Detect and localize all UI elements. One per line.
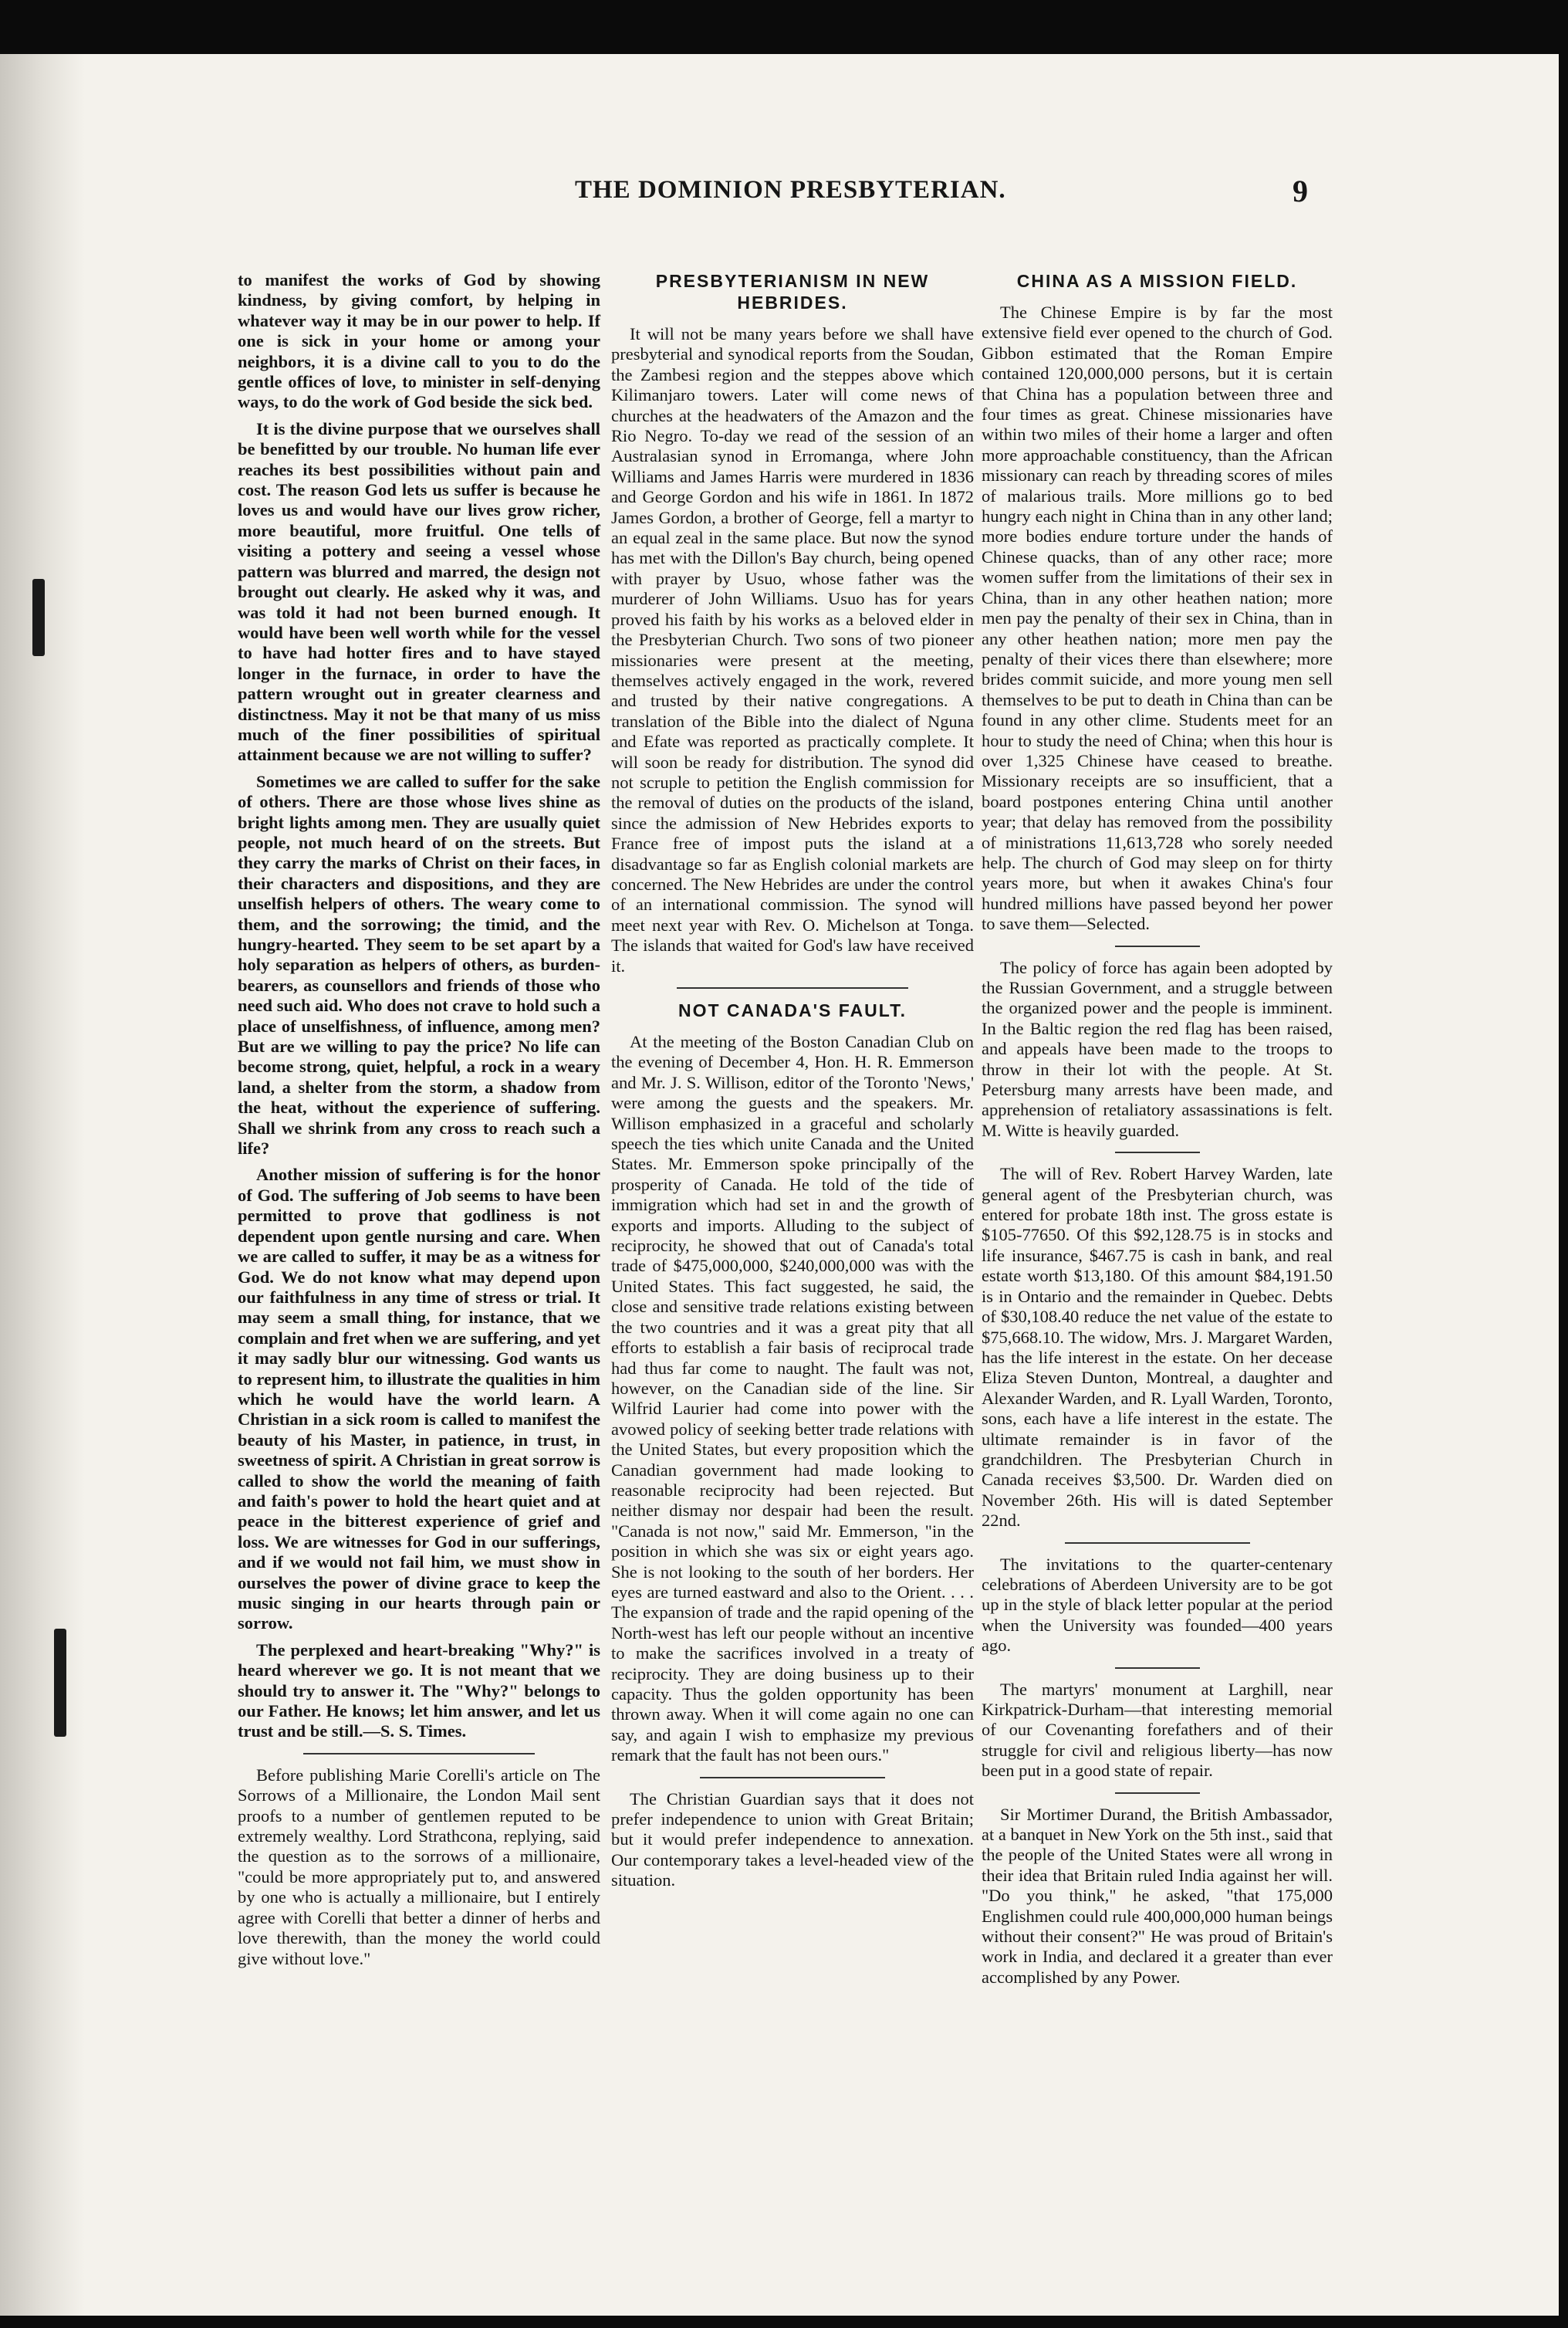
column-left bbox=[238, 270, 600, 1975]
column-middle bbox=[611, 270, 974, 1897]
china-article: The Chinese Empire is by far the most extensive field ever opened to the church of God. Gibbon estimated that the Roman Empire contained 120,000,000 persons, but it is certain that China has a population between three and four times as great. Chinese missionaries have within two miles of their home a larger and often more approachable constituency, than the African missionary can reach by threading scores of miles of malarious trails. More millions go to bed hungry each night in China than in any other land; more bodies endure torture under the hands of Chinese quacks, than of any other race; more women suffer from the limitations of their sex in China, than in any other heathen nation; more men pay the penalty of their sex in China, than in any other heathen nation; more men pay the penalty of their vices there than elsewhere; more brides commit suicide, and more young men sell themselves to be put to death in China than can be found in any other clime. Students meet for an hour to study the need of China; when this hour is over 1,325 Chinese have ceased to breathe. Missionary receipts are so insufficient, that a board postpones entering China until another year; that delay has removed from the possibility of ministrations 11,613,728 who sorely needed help. The church of God may sleep on for thirty years more, but when it awakes China's four hundred millions have passed beyond her power to save them—Selected. bbox=[982, 303, 1333, 934]
running-title: THE DOMINION PRESBYTERIAN. bbox=[575, 176, 1006, 204]
warden-paragraph: The will of Rev. Robert Harvey Warden, late general agent of the Presbyterian church, was entered for probate 18th inst. The gross estate is $105-77650. Of this $92,128.75 is in stocks and life insurance, $467.75 is cash in bank, and real estate worth $13,180. Of this amount $84,191.50 is in Ontario and the remainder in Quebec. Debts of $30,108.40 reduce the net value of the estate to $75,668.10. The widow, Mrs. J. Margaret Warden, has the life interest in the estate. On her decease Eliza Steven Dunton, Montreal, a daughter and Alexander Warden, and R. Lyall Warden, Toronto, sons, each have a life interest in the estate. The ultimate remainder is in favor of the grandchildren. The Presbyterian Church in Canada receives $3,500. Dr. Warden died on November 26th. His will is dated September 22nd. bbox=[982, 1164, 1333, 1531]
column-rule bbox=[1115, 1152, 1200, 1153]
paragraph: to manifest the works of God by showing kindness, by giving comfort, by helping in whatever way it may be in our power to help. If one is sick in your home or among your neighbors, it is a divine call to you to do the gentle offices of love, to minister in self-denying ways, to do the work of God beside the sick bed. bbox=[238, 270, 600, 412]
column-right bbox=[982, 270, 1333, 1994]
page-number: 9 bbox=[1293, 174, 1308, 208]
column-rule bbox=[700, 1777, 885, 1778]
canada-headline: NOT CANADA'S FAULT. bbox=[678, 1000, 907, 1020]
newspaper-page bbox=[0, 54, 1559, 2316]
aberdeen-paragraph: The invitations to the quarter-centenary celebrations of Aberdeen University are to be got up in the style of black letter popular at the period when the University was founded—400 years ago. bbox=[982, 1554, 1333, 1656]
paragraph: Sometimes we are called to suffer for the sake of others. There are those whose lives shine as bright lights among men. They are usually quiet people, not much heard of on the streets. But they carry the marks of Christ on their faces, in their characters and dispositions, and they are unselfish helpers of others. The weary come to them, and the sorrowing; the timid, and the hungry-hearted. They seem to be set apart by a holy separation as helpers of others, as burden-bearers, as counsellors and friends of those who need such aid. Who does not crave to hold such a place of unselfishness, of influence, among men? But are we willing to pay the price? No life can become strong, quiet, helpful, a rock in a weary land, a shelter from the storm, a shadow from the heat, without the experience of suffering. Shall we shrink from any cross to reach such a life? bbox=[238, 771, 600, 1159]
china-headline: CHINA AS A MISSION FIELD. bbox=[1016, 271, 1298, 291]
hebrides-headline: PRESBYTERIANISM IN NEW HEBRIDES. bbox=[655, 271, 930, 313]
spine-shadow bbox=[0, 54, 85, 2316]
durand-paragraph: Sir Mortimer Durand, the British Ambassador, at a banquet in New York on the 5th inst., said that the people of the United States were all wrong in their idea that Britain ruled India against her will. "Do you think," he asked, "that 175,000 Englishmen could rule 400,000,000 human beings without their consent?" He was proud of Britain's work in India, and declared it a greater than ever accomplished by any Power. bbox=[982, 1804, 1333, 1987]
martyrs-paragraph: The martyrs' monument at Larghill, near Kirkpatrick-Durham—that interesting memorial of our Covenanting forefathers and of their struggle for civil and religious liberty—has now been put in a good state of repair. bbox=[982, 1679, 1333, 1781]
binding-mark-upper bbox=[32, 579, 45, 656]
page-header bbox=[231, 176, 1350, 222]
column-rule bbox=[1115, 1792, 1200, 1794]
hebrides-article: It will not be many years before we shall have presbyterial and synodical reports from the Soudan, the Zambesi region and the steppes above which Kilimanjaro towers. Later will come news of churches at the headwaters of the Amazon and the Rio Negro. To-day we read of the session of an Australasian synod in Erromanga, where John Williams and James Harris were murdered in 1836 and George Gordon and his wife in 1861. In 1872 James Gordon, a brother of George, fell a martyr to an equal zeal in the same place. But now the synod has met with the Dillon's Bay church, being opened with prayer by Usuo, whose father was the murderer of John Williams. Usuo has for years proved his faith by his works as a beloved elder in the Presbyterian Church. Two sons of two pioneer missionaries were present at the meeting, themselves actively engaged in the work, revered and trusted by their native congregations. A translation of the Bible into the dialect of Nguna and Efate was reported as practically complete. It will soon be ready for distribution. The synod did not scruple to petition the English commission for the removal of duties on the products of the island, since the admission of New Hebrides exports to France free of impost puts the island at a disadvantage so far as English colonial markets are concerned. The New Hebrides are under the control of an international commission. The synod will meet next year with Rev. O. Michelson at Tonga. The islands that waited for God's law have received it. bbox=[611, 324, 974, 976]
canada-article: At the meeting of the Boston Canadian Club on the evening of December 4, Hon. H. R. Emmerson and Mr. J. S. Willison, editor of the Toronto 'News,' were among the guests and the speakers. Mr. Willison emphasized in a graceful and scholarly speech the ties which unite Canada and the United States. Mr. Emmerson spoke principally of the prosperity of Canada. He told of the tide of immigration which had set in and the growth of exports and imports. Alluding to the subject of reciprocity, he showed that out of Canada's total trade of $475,000,000, $240,000,000 was with the United States. This fact suggested, he said, the close and sensitive trade relations existing between the two countries and it was a great pity that all efforts to establish a fair basis of reciprocal trade had thus far come to naught. The fault was not, however, on the Canadian side of the line. Sir Wilfrid Laurier had come into power with the avowed policy of seeking better trade relations with the United States, but every proposition which the Canadian government had made looking to reasonable reciprocity had been rejected. But neither dismay nor despair had been the result. "Canada is not now," said Mr. Emmerson, "in the position in which she was six or eight years ago. She is not looking to the south of her borders. Her eyes are turned eastward and also to the Orient. . . . The expansion of trade and the rapid opening of the North-west has left our people without an incentive to make the sacrifices involved in a treaty of reciprocity. They are doing business up to their capacity. Thus the golden opportunity has been thrown away. When it will come again no one can say, and again I wish to emphasize my previous remark that the fault has not been ours." bbox=[611, 1032, 974, 1765]
corelli-paragraph: Before publishing Marie Corelli's article on The Sorrows of a Millionaire, the London Mail sent proofs to a number of gentlemen reputed to be extremely wealthy. Lord Strathcona, replying, said the question as to the sorrows of a millionaire, "could be more appropriately put to, and answered by one who is actually a millionaire, but I entirely agree with Corelli that better a dinner of herbs and love therewith, than the money the world could give without love." bbox=[238, 1765, 600, 1968]
column-rule bbox=[1065, 1542, 1250, 1544]
paragraph: It is the divine purpose that we ourselves shall be benefitted by our trouble. No human life ever reaches its best possibilities without pain and cost. The reason God lets us suffer is because he loves us and would have our lives grow richer, more beautiful, more fruitful. One tells of visiting a pottery and seeing a vessel whose pattern was blurred and marred, the design not brought out clearly. He asked why it was, and was told it had not been burned enough. It would have been well worth while for the vessel to have had hotter fires and to have stayed longer in the furnace, in order to have the pattern wrought out in greater clearness and distinctness. May it not be that many of us miss much of the finer possibilities of spiritual attainment because we are not willing to suffer? bbox=[238, 418, 600, 765]
column-rule bbox=[1115, 1667, 1200, 1669]
russia-paragraph: The policy of force has again been adopted by the Russian Government, and a struggle between the organized power and the people is imminent. In the Baltic region the red flag has been raised, and appeals have been made to the troops to throw in their lot with the people. At St. Petersburg many arrests have been made, and apprehension of retaliatory assassinations is felt. M. Witte is heavily guarded. bbox=[982, 957, 1333, 1140]
paragraph: The perplexed and heart-breaking "Why?" is heard wherever we go. It is not meant that we should try to answer it. The "Why?" belongs to our Father. He knows; let him answer, and let us trust and be still.—S. S. Times. bbox=[238, 1639, 600, 1741]
paragraph: Another mission of suffering is for the honor of God. The suffering of Job seems to have been permitted to prove that godliness is not dependent upon gentle nursing and care. When we are called to suffer, it may be as a witness for God. We do not know what may depend upon our faithfulness in any time of stress or trial. It may seem a small thing, for instance, that we complain and fret when we are suffering, and yet it may sadly blur our witnessing. God wants us to represent him, to illustrate the qualities in him which he would have the world learn. A Christian in a sick room is called to manifest the beauty of his Master, in patience, in trust, in sweetness of spirit. A Christian in great sorrow is called to show the world the meaning of faith and faith's power to hold the heart quiet and at peace in the bitterest experience of grief and loss. We are witnesses for God in our sufferings, and if we would not fail him, we must show in ourselves the power of divine grace to keep the music singing in our hearts through pain or sorrow. bbox=[238, 1165, 600, 1633]
guardian-paragraph: The Christian Guardian says that it does not prefer independence to union with Great Britain; but it would prefer independence to annexation. Our contemporary takes a level-headed view of the situation. bbox=[611, 1788, 974, 1890]
column-rule bbox=[303, 1753, 535, 1754]
column-rule bbox=[1115, 946, 1200, 947]
binding-mark-lower bbox=[54, 1629, 66, 1737]
column-rule bbox=[677, 987, 908, 989]
